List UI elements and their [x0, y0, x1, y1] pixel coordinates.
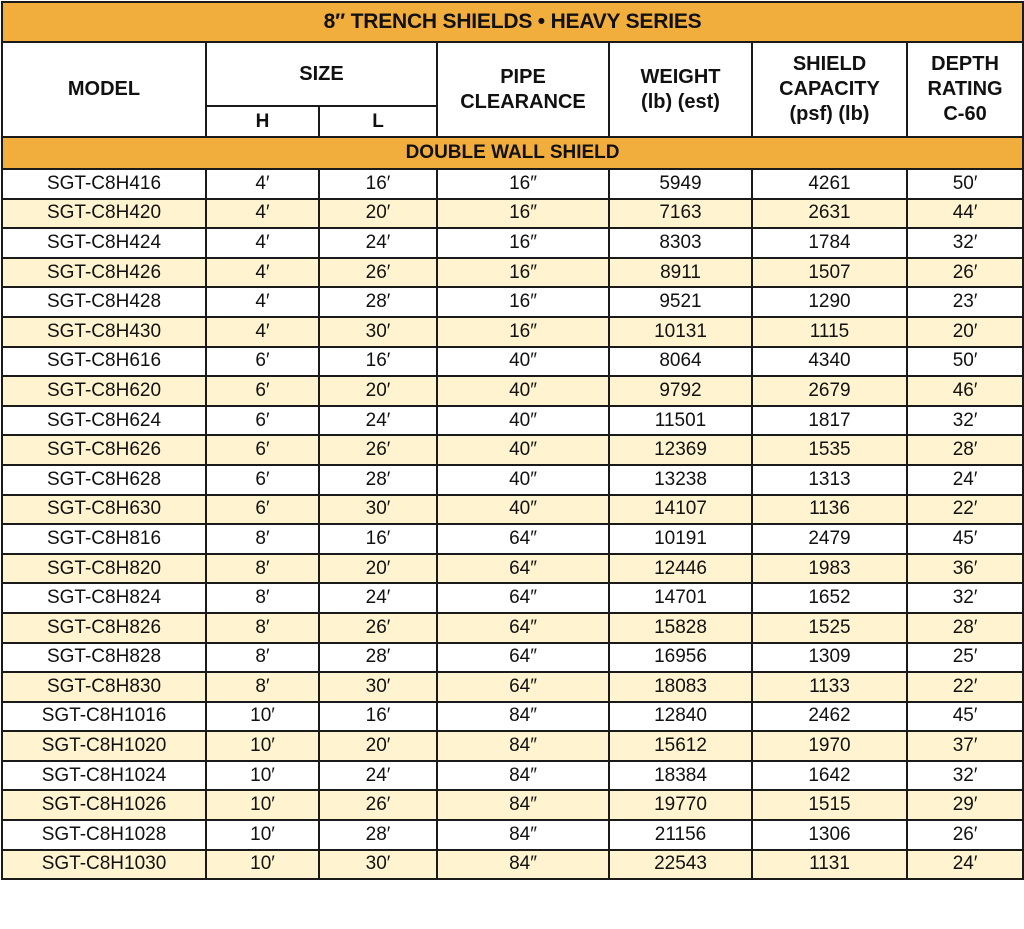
table-row [2, 199, 1023, 229]
height-cell: 8′ [206, 672, 319, 702]
length-cell: 30′ [319, 495, 437, 525]
length-cell: 28′ [319, 820, 437, 850]
height-cell: 6′ [206, 435, 319, 465]
length-cell: 26′ [319, 435, 437, 465]
table-row [2, 790, 1023, 820]
depth-rating-cell: 28′ [907, 435, 1023, 465]
pipe-clearance-cell: 84″ [437, 850, 609, 880]
depth-rating-header [907, 42, 1023, 137]
size-h-header: H [206, 106, 319, 137]
model-cell: SGT-C8H1020 [2, 731, 206, 761]
trench-shield-spec-table [1, 1, 1024, 880]
model-cell: SGT-C8H426 [2, 258, 206, 288]
weight-cell: 15612 [609, 731, 752, 761]
model-cell: SGT-C8H620 [2, 376, 206, 406]
depth-rating-cell: 32′ [907, 228, 1023, 258]
length-cell: 24′ [319, 406, 437, 436]
shield-capacity-cell: 1290 [752, 287, 907, 317]
pipe-clearance-cell: 40″ [437, 435, 609, 465]
table-row [2, 820, 1023, 850]
shield-capacity-cell: 1309 [752, 643, 907, 673]
height-cell: 6′ [206, 347, 319, 377]
depth-rating-cell: 28′ [907, 613, 1023, 643]
depth-rating-cell: 22′ [907, 495, 1023, 525]
table-row [2, 258, 1023, 288]
length-cell: 28′ [319, 287, 437, 317]
weight-cell: 14701 [609, 583, 752, 613]
length-cell: 28′ [319, 465, 437, 495]
length-cell: 30′ [319, 672, 437, 702]
weight-cell: 8064 [609, 347, 752, 377]
table-row [2, 465, 1023, 495]
model-cell: SGT-C8H428 [2, 287, 206, 317]
depth-rating-cell: 25′ [907, 643, 1023, 673]
height-cell: 10′ [206, 790, 319, 820]
weight-cell: 9521 [609, 287, 752, 317]
height-cell: 8′ [206, 583, 319, 613]
length-cell: 20′ [319, 731, 437, 761]
depth-rating-cell: 32′ [907, 583, 1023, 613]
length-cell: 30′ [319, 317, 437, 347]
depth-rating-cell: 32′ [907, 761, 1023, 791]
length-cell: 20′ [319, 199, 437, 229]
depth-rating-cell: 45′ [907, 524, 1023, 554]
depth-rating-cell: 37′ [907, 731, 1023, 761]
table-row [2, 643, 1023, 673]
weight-cell: 14107 [609, 495, 752, 525]
shield-capacity-cell: 4261 [752, 169, 907, 199]
model-header: MODEL [2, 42, 206, 137]
model-cell: SGT-C8H1030 [2, 850, 206, 880]
pipe-clearance-cell: 84″ [437, 790, 609, 820]
length-cell: 20′ [319, 554, 437, 584]
shield-capacity-cell: 1525 [752, 613, 907, 643]
height-cell: 8′ [206, 524, 319, 554]
pipe-clearance-cell: 64″ [437, 524, 609, 554]
pipe-clearance-header [437, 42, 609, 137]
capacity-header-line2: CAPACITY [779, 78, 880, 100]
length-cell: 24′ [319, 228, 437, 258]
model-cell: SGT-C8H820 [2, 554, 206, 584]
shield-capacity-cell: 1133 [752, 672, 907, 702]
height-cell: 4′ [206, 258, 319, 288]
weight-header-line2: (lb) (est) [641, 90, 720, 113]
table-row [2, 406, 1023, 436]
capacity-header-line1: SHIELD [792, 53, 867, 75]
height-cell: 4′ [206, 287, 319, 317]
pipe-clearance-cell: 40″ [437, 495, 609, 525]
pipe-clearance-cell: 16″ [437, 228, 609, 258]
depth-rating-cell: 50′ [907, 169, 1023, 199]
depth-header-line1: DEPTH [931, 53, 999, 75]
height-cell: 8′ [206, 613, 319, 643]
section-label: DOUBLE WALL SHIELD [2, 137, 1023, 169]
depth-rating-cell: 32′ [907, 406, 1023, 436]
pipe-clearance-cell: 40″ [437, 406, 609, 436]
weight-cell: 18384 [609, 761, 752, 791]
height-cell: 8′ [206, 643, 319, 673]
weight-cell: 16956 [609, 643, 752, 673]
pipe-clearance-cell: 16″ [437, 199, 609, 229]
shield-capacity-cell: 1642 [752, 761, 907, 791]
depth-header-line3: C-60 [943, 103, 987, 125]
depth-rating-cell: 45′ [907, 702, 1023, 732]
shield-capacity-cell: 1136 [752, 495, 907, 525]
shield-capacity-cell: 1983 [752, 554, 907, 584]
weight-cell: 12446 [609, 554, 752, 584]
length-cell: 30′ [319, 850, 437, 880]
depth-rating-cell: 26′ [907, 820, 1023, 850]
height-cell: 10′ [206, 761, 319, 791]
model-cell: SGT-C8H816 [2, 524, 206, 554]
table-row [2, 435, 1023, 465]
weight-cell: 10191 [609, 524, 752, 554]
weight-cell: 18083 [609, 672, 752, 702]
shield-capacity-cell: 2679 [752, 376, 907, 406]
depth-header-line2: RATING [927, 78, 1003, 100]
length-cell: 28′ [319, 643, 437, 673]
pipe-clearance-cell: 84″ [437, 702, 609, 732]
table-row [2, 850, 1023, 880]
pipe-clearance-cell: 64″ [437, 583, 609, 613]
weight-cell: 21156 [609, 820, 752, 850]
length-cell: 26′ [319, 258, 437, 288]
weight-cell: 13238 [609, 465, 752, 495]
model-cell: SGT-C8H630 [2, 495, 206, 525]
table-row [2, 554, 1023, 584]
model-cell: SGT-C8H420 [2, 199, 206, 229]
model-cell: SGT-C8H628 [2, 465, 206, 495]
weight-cell: 15828 [609, 613, 752, 643]
table-row [2, 672, 1023, 702]
height-cell: 6′ [206, 376, 319, 406]
weight-cell: 11501 [609, 406, 752, 436]
weight-cell: 12369 [609, 435, 752, 465]
depth-rating-cell: 46′ [907, 376, 1023, 406]
model-cell: SGT-C8H828 [2, 643, 206, 673]
weight-cell: 19770 [609, 790, 752, 820]
height-cell: 6′ [206, 406, 319, 436]
model-cell: SGT-C8H616 [2, 347, 206, 377]
weight-cell: 5949 [609, 169, 752, 199]
table-row [2, 761, 1023, 791]
table-row [2, 347, 1023, 377]
height-cell: 4′ [206, 317, 319, 347]
model-cell: SGT-C8H1026 [2, 790, 206, 820]
capacity-header-line3: (psf) (lb) [789, 103, 870, 125]
depth-rating-cell: 26′ [907, 258, 1023, 288]
depth-rating-cell: 50′ [907, 347, 1023, 377]
length-cell: 26′ [319, 790, 437, 820]
pipe-clearance-cell: 16″ [437, 258, 609, 288]
height-cell: 6′ [206, 465, 319, 495]
pipe-clearance-cell: 84″ [437, 761, 609, 791]
shield-capacity-cell: 1306 [752, 820, 907, 850]
model-cell: SGT-C8H830 [2, 672, 206, 702]
pipe-clearance-cell: 40″ [437, 347, 609, 377]
height-cell: 4′ [206, 199, 319, 229]
depth-rating-cell: 23′ [907, 287, 1023, 317]
table-body [2, 169, 1023, 879]
height-cell: 10′ [206, 820, 319, 850]
shield-capacity-cell: 1817 [752, 406, 907, 436]
weight-cell: 10131 [609, 317, 752, 347]
table-row [2, 731, 1023, 761]
pipe-clearance-cell: 64″ [437, 613, 609, 643]
table-row [2, 287, 1023, 317]
weight-cell: 8911 [609, 258, 752, 288]
table-row [2, 524, 1023, 554]
length-cell: 16′ [319, 169, 437, 199]
weight-cell: 7163 [609, 199, 752, 229]
depth-rating-cell: 29′ [907, 790, 1023, 820]
depth-rating-cell: 44′ [907, 199, 1023, 229]
length-cell: 26′ [319, 613, 437, 643]
pipe-header-line1: PIPE [500, 65, 546, 88]
depth-rating-cell: 24′ [907, 465, 1023, 495]
table-row [2, 317, 1023, 347]
model-cell: SGT-C8H826 [2, 613, 206, 643]
length-cell: 16′ [319, 347, 437, 377]
height-cell: 10′ [206, 850, 319, 880]
shield-capacity-cell: 1535 [752, 435, 907, 465]
weight-cell: 9792 [609, 376, 752, 406]
shield-capacity-cell: 2631 [752, 199, 907, 229]
model-cell: SGT-C8H424 [2, 228, 206, 258]
pipe-header-line2: CLEARANCE [460, 90, 586, 113]
depth-rating-cell: 36′ [907, 554, 1023, 584]
length-cell: 24′ [319, 583, 437, 613]
length-cell: 16′ [319, 702, 437, 732]
height-cell: 10′ [206, 702, 319, 732]
pipe-clearance-cell: 16″ [437, 169, 609, 199]
shield-capacity-cell: 2479 [752, 524, 907, 554]
depth-rating-cell: 22′ [907, 672, 1023, 702]
pipe-clearance-cell: 64″ [437, 643, 609, 673]
height-cell: 4′ [206, 169, 319, 199]
pipe-clearance-cell: 16″ [437, 317, 609, 347]
shield-capacity-cell: 1131 [752, 850, 907, 880]
model-cell: SGT-C8H416 [2, 169, 206, 199]
length-cell: 24′ [319, 761, 437, 791]
height-cell: 4′ [206, 228, 319, 258]
pipe-clearance-cell: 40″ [437, 465, 609, 495]
table-row [2, 169, 1023, 199]
height-cell: 8′ [206, 554, 319, 584]
model-cell: SGT-C8H1024 [2, 761, 206, 791]
weight-cell: 22543 [609, 850, 752, 880]
table-row [2, 376, 1023, 406]
pipe-clearance-cell: 64″ [437, 672, 609, 702]
model-cell: SGT-C8H626 [2, 435, 206, 465]
size-header: SIZE [206, 42, 437, 106]
shield-capacity-header [752, 42, 907, 137]
shield-capacity-cell: 1313 [752, 465, 907, 495]
shield-capacity-cell: 1515 [752, 790, 907, 820]
shield-capacity-cell: 1652 [752, 583, 907, 613]
size-l-header: L [319, 106, 437, 137]
pipe-clearance-cell: 16″ [437, 287, 609, 317]
pipe-clearance-cell: 64″ [437, 554, 609, 584]
table-row [2, 583, 1023, 613]
shield-capacity-cell: 1784 [752, 228, 907, 258]
shield-capacity-cell: 4340 [752, 347, 907, 377]
pipe-clearance-cell: 84″ [437, 731, 609, 761]
table-title: 8″ TRENCH SHIELDS • HEAVY SERIES [2, 2, 1023, 42]
length-cell: 20′ [319, 376, 437, 406]
model-cell: SGT-C8H624 [2, 406, 206, 436]
shield-capacity-cell: 1970 [752, 731, 907, 761]
shield-capacity-cell: 1507 [752, 258, 907, 288]
model-cell: SGT-C8H1016 [2, 702, 206, 732]
pipe-clearance-cell: 40″ [437, 376, 609, 406]
height-cell: 10′ [206, 731, 319, 761]
depth-rating-cell: 24′ [907, 850, 1023, 880]
table-row [2, 495, 1023, 525]
weight-cell: 12840 [609, 702, 752, 732]
length-cell: 16′ [319, 524, 437, 554]
shield-capacity-cell: 1115 [752, 317, 907, 347]
table-row [2, 702, 1023, 732]
shield-capacity-cell: 2462 [752, 702, 907, 732]
height-cell: 6′ [206, 495, 319, 525]
weight-header [609, 42, 752, 137]
model-cell: SGT-C8H430 [2, 317, 206, 347]
model-cell: SGT-C8H1028 [2, 820, 206, 850]
table-row [2, 228, 1023, 258]
pipe-clearance-cell: 84″ [437, 820, 609, 850]
model-cell: SGT-C8H824 [2, 583, 206, 613]
weight-header-line1: WEIGHT [640, 65, 721, 88]
depth-rating-cell: 20′ [907, 317, 1023, 347]
weight-cell: 8303 [609, 228, 752, 258]
table-row [2, 613, 1023, 643]
